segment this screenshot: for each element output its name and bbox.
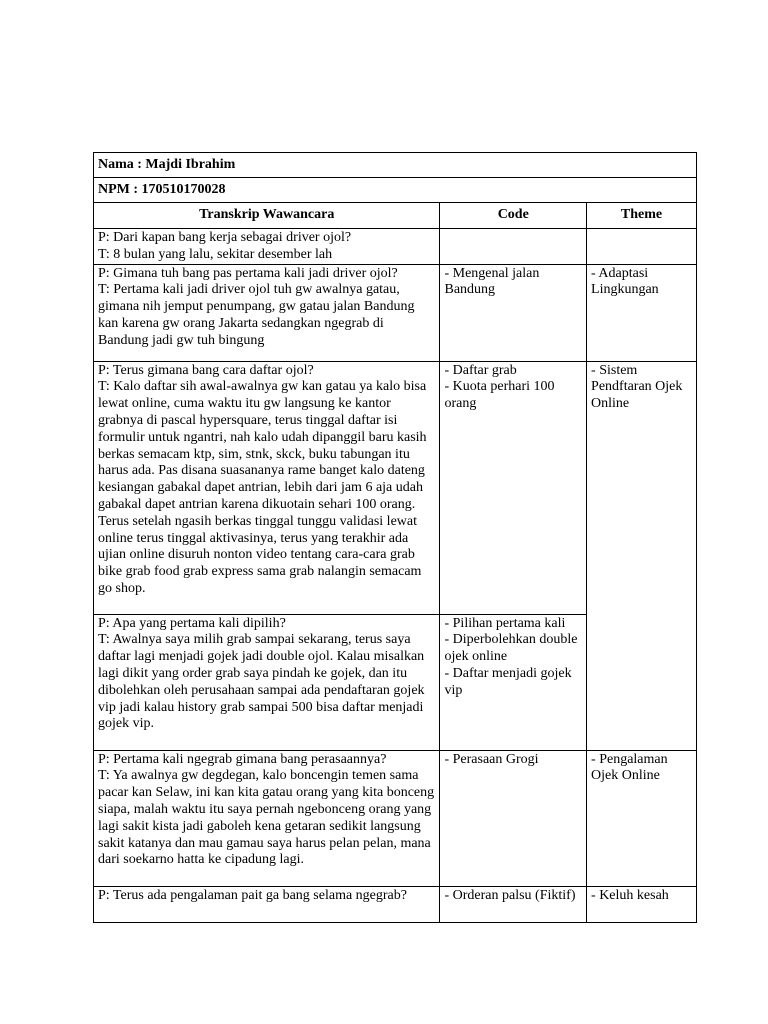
code-item: - Daftar menjadi gojek vip [444, 665, 572, 698]
code-item: - Pilihan pertama kali [444, 615, 566, 631]
interview-table [93, 152, 697, 923]
code-item: - Kuota perhari 100 orang [444, 379, 555, 412]
npm-cell: NPM : 170510170028 [94, 178, 697, 203]
transkrip-line: P: Terus ada pengalaman pait ga bang selama ngegrab? [98, 887, 407, 903]
transkrip-line: T: 8 bulan yang lalu, sekitar desember lah [98, 246, 333, 262]
column-header-transkrip: Transkrip Wawancara [94, 203, 440, 229]
transkrip-line: T: Pertama kali jadi driver ojol tuh gw awalnya gatau, gimana nih jemput penumpang, gw gatau jalan Bandung kan karena gw orang Jakarta sedangkan ngegrab di Bandung jadi gw tuh bingung [98, 282, 415, 348]
transkrip-line: P: Dari kapan bang kerja sebagai driver ojol? [98, 230, 352, 245]
transkrip-cell [94, 361, 440, 614]
table-row [94, 886, 697, 922]
theme-item: - Keluh kesah [591, 887, 669, 903]
code-item: - Mengenal jalan Bandung [444, 265, 540, 298]
transkrip-line: T: Ya awalnya gw degdegan, kalo boncengin temen sama pacar kan Selaw, ini kan kita gatau orang yang kita bonceng siapa, malah waktu itu saya pernah ngebonceng orang yang lagi sakit kista jadi gaboleh kena getaran sedikit langsung sakit katanya dan mau gamau saya harus pelan pelan, mana dari soekarno hatta ke cipadung lagi. [98, 768, 435, 868]
column-header-theme: Theme [587, 203, 697, 229]
theme-item: - Pengalaman Ojek Online [591, 751, 668, 784]
table-row [94, 264, 697, 361]
transkrip-cell [94, 264, 440, 361]
npm-row [94, 178, 697, 203]
transkrip-cell [94, 886, 440, 922]
theme-cell [587, 264, 697, 361]
transkrip-line: P: Terus gimana bang cara daftar ojol? [98, 362, 314, 378]
transkrip-line: P: Pertama kali ngegrab gimana bang perasaannya? [98, 751, 387, 767]
transkrip-line: P: Gimana tuh bang pas pertama kali jadi driver ojol? [98, 265, 398, 281]
theme-item: - Adaptasi Lingkungan [591, 265, 659, 298]
code-cell [440, 614, 587, 750]
transkrip-cell [94, 614, 440, 750]
table-row [94, 750, 697, 886]
code-cell [440, 361, 587, 614]
theme-cell [587, 886, 697, 922]
table-row [94, 361, 697, 614]
theme-cell [587, 750, 697, 886]
transkrip-cell [94, 229, 440, 265]
theme-item: - Sistem Pendftaran Ojek Online [591, 362, 683, 412]
column-header-row [94, 203, 697, 229]
column-header-code: Code [440, 203, 587, 229]
code-cell [440, 264, 587, 361]
code-cell [440, 229, 587, 265]
code-item: - Daftar grab [444, 362, 517, 378]
code-cell [440, 750, 587, 886]
code-item: - Diperbolehkan double ojek online [444, 632, 578, 665]
transkrip-cell [94, 750, 440, 886]
code-cell [440, 886, 587, 922]
name-row [94, 153, 697, 178]
name-cell: Nama : Majdi Ibrahim [94, 153, 697, 178]
theme-cell [587, 229, 697, 265]
transkrip-line: P: Apa yang pertama kali dipilih? [98, 615, 286, 631]
table-row [94, 229, 697, 265]
theme-cell [587, 361, 697, 750]
transkrip-line: T: Kalo daftar sih awal-awalnya gw kan gatau ya kalo bisa lewat online, cuma waktu itu gw langsung ke kantor grabnya di pascal hypersquare, terus tinggal daftar isi formulir untuk ngantri, nah kalo udah dipanggil baru kasih berkas semacam ktp, sim, stnk, skck, buku tabungan itu harus ada. Pas disana suasananya rame banget kalo dateng kesiangan gabakal dapet antrian, lebih dari jam 6 aja udah gabakal dapet antrian karena dikuotain sehari 100 orang. Terus setelah ngasih berkas tinggal tunggu validasi lewat online terus tinggal aktivasinya, terus yang terakhir ada ujian online disuruh nonton video tentang cara-cara grab bike grab food grab express sama grab nalangin semacam go shop. [98, 379, 427, 596]
transkrip-line: T: Awalnya saya milih grab sampai sekarang, terus saya daftar lagi menjadi gojek jadi double ojol. Kalau misalkan lagi dikit yang order grab saya pindah ke gojek, dan itu dibolehkan oleh perusahaan sampai ada pendaftaran gojek vip jadi kalau history grab sampai 500 bisa daftar menjadi gojek vip. [98, 632, 425, 732]
code-item: - Orderan palsu (Fiktif) [444, 887, 576, 903]
code-item: - Perasaan Grogi [444, 751, 539, 767]
